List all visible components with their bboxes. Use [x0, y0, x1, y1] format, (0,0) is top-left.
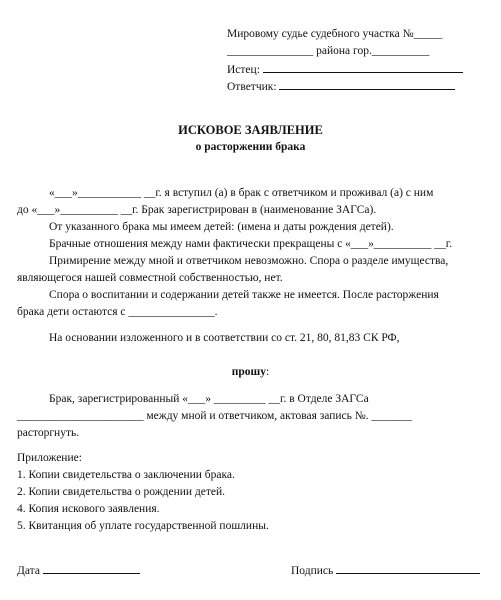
respondent-field[interactable] — [279, 78, 455, 90]
plaintiff-row — [227, 61, 463, 77]
body-line-1b: до «___»__________ __г. Брак зарегистрирован в (наименование ЗАГСа). — [17, 204, 377, 216]
judge-line: Мировому судье судебного участка №_____ — [227, 28, 443, 40]
appendix-label: Приложение: — [17, 452, 82, 464]
document-subtitle: о расторжении брака — [195, 141, 306, 153]
body-line-4a: Примирение между мной и ответчиком невозможно. Спора о разделе имущества, — [49, 255, 449, 267]
basis-line: На основании изложенного и в соответствии со ст. 21, 80, 81,83 СК РФ, — [49, 332, 400, 344]
district-line: _______________ района гор.__________ — [227, 45, 430, 57]
date-field[interactable] — [43, 562, 140, 574]
appendix-item: 4. Копия искового заявления. — [17, 503, 160, 515]
request-line-c: расторгнуть. — [17, 427, 80, 439]
body-line-2: От указанного брака мы имеем детей: (имена и даты рождения детей). — [49, 221, 394, 233]
appendix-item: 2. Копии свидетельства о рождении детей. — [17, 486, 226, 498]
body-line-5b: брака дети остаются с _______________. — [17, 306, 218, 318]
request-heading — [0, 365, 501, 379]
request-colon: : — [266, 366, 270, 378]
plaintiff-field[interactable] — [263, 61, 463, 73]
body-line-3: Брачные отношения между нами фактически прекращены с «___»__________ __г. — [49, 238, 453, 250]
body-line-4b: являющегося нашей совместной собственностью, нет. — [17, 272, 283, 284]
request-word: прошу — [231, 366, 267, 378]
body-line-1a: «___»___________ __г. я вступил (а) в брак с ответчиком и проживал (а) с ним — [49, 187, 434, 199]
appendix-item: 1. Копии свидетельства о заключении брака. — [17, 469, 235, 481]
respondent-label: Ответчик: — [227, 81, 277, 93]
request-line-a: Брак, зарегистрированный «___» _________ __г. в Отделе ЗАГСа — [49, 393, 369, 405]
plaintiff-label: Истец: — [227, 64, 260, 76]
request-line-b: ______________________ между мной и ответчиком, актовая запись №. _______ — [17, 410, 412, 422]
body-line-5a: Спора о воспитании и содержании детей также не имеется. После расторжения — [49, 289, 439, 301]
document-title: ИСКОВОЕ ЗАЯВЛЕНИЕ — [178, 123, 323, 137]
date-row — [17, 562, 140, 578]
signature-row — [291, 562, 480, 578]
respondent-row — [227, 78, 455, 94]
signature-label: Подпись — [291, 565, 334, 577]
signature-field[interactable] — [336, 562, 480, 574]
appendix-item: 5. Квитанция об уплате государственной пошлины. — [17, 520, 269, 532]
date-label: Дата — [17, 565, 40, 577]
